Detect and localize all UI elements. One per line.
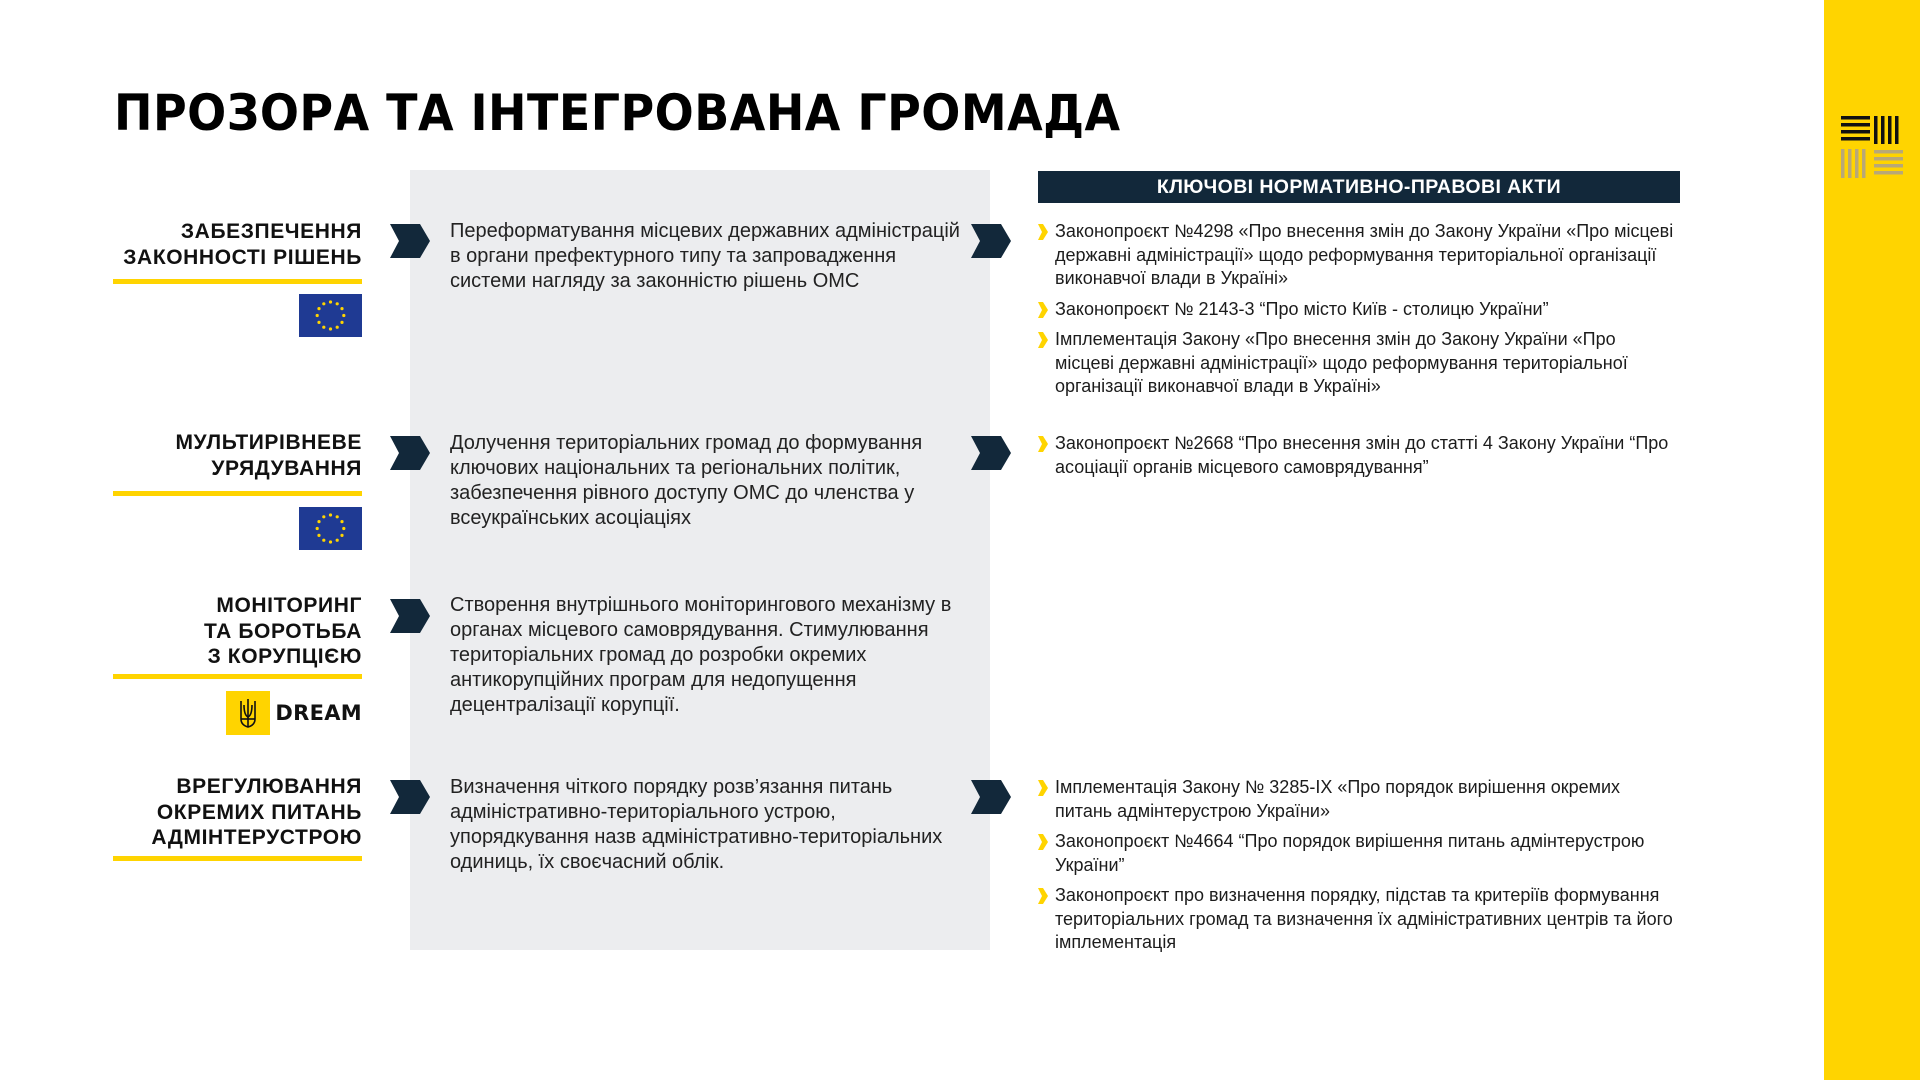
row-4-acts (1038, 776, 1678, 962)
act-item (1038, 830, 1678, 877)
eu-flag-icon (299, 507, 362, 550)
act-item (1038, 220, 1678, 291)
act-item (1038, 432, 1678, 479)
dream-logo (226, 691, 362, 735)
label-line: МОНІТОРИНГ (216, 594, 362, 617)
row-2-acts (1038, 432, 1678, 486)
row-3-underline (113, 674, 362, 679)
label-line: З КОРУПЦІЄЮ (207, 645, 362, 668)
bullet-chevron-icon (1038, 780, 1048, 796)
bullet-chevron-icon (1038, 332, 1048, 348)
page-title: ПРОЗОРА ТА ІНТЕГРОВАНА ГРОМАДА (114, 84, 1121, 142)
row-1-acts (1038, 220, 1678, 406)
label-line: ТА БОРОТЬБА (204, 619, 362, 643)
row-4-underline (113, 856, 362, 861)
bullet-chevron-icon (1038, 436, 1048, 452)
chevron-right-icon (971, 780, 1011, 814)
label-line: ОКРЕМИХ ПИТАНЬ (156, 800, 362, 824)
label-line: МУЛЬТИРІВНЕВЕ (175, 431, 362, 454)
chevron-right-icon (390, 599, 430, 633)
row-2-underline (113, 491, 362, 496)
trident-icon (226, 691, 270, 735)
act-item (1038, 776, 1678, 823)
act-text: Законопроєкт №4298 «Про внесення змін до Закону України «Про місцеві державні адміністрації» щодо реформування територіальної організації виконавчої влади в Україні» (1055, 221, 1674, 288)
bullet-chevron-icon (1038, 302, 1048, 318)
chevron-right-icon (390, 780, 430, 814)
row-4-label (151, 774, 362, 851)
row-4-description: Визначення чіткого порядку розв’язання питань адміністративно-територіального устрою, упорядкування назв адміністративно-територіальних одиниць, їх своєчасний облік. (450, 776, 943, 873)
chevron-right-icon (390, 224, 430, 258)
act-item (1038, 884, 1678, 955)
row-2-label (175, 430, 362, 481)
eu-flag-icon (299, 294, 362, 337)
act-text: Імплементація Закону «Про внесення змін до Закону України «Про місцеві державні адміністрації» щодо реформування територіальної організації виконавчої влади в Україні» (1055, 329, 1628, 396)
label-line: ВРЕГУЛЮВАННЯ (176, 775, 362, 798)
act-text: Законопроєкт №2668 “Про внесення змін до статті 4 Закону України “Про асоціації органів місцевого самоврядування” (1055, 433, 1669, 477)
row-1-description: Переформатування місцевих державних адміністрацій в органи префектурного типу та запровадження системи нагляду за законністю рішень ОМС (450, 220, 960, 292)
act-text: Законопроєкт № 2143-3 “Про місто Київ - столицю України” (1055, 298, 1549, 319)
acts-header: КЛЮЧОВІ НОРМАТИВНО-ПРАВОВІ АКТИ (1038, 171, 1680, 203)
brand-logo-icon (1841, 116, 1903, 178)
act-item (1038, 328, 1678, 399)
row-1-underline (113, 279, 362, 284)
chevron-right-icon (971, 224, 1011, 258)
row-2-description: Долучення територіальних громад до формування ключових національних та регіональних політик, забезпечення рівного доступу ОМС до членства у всеукраїнських асоціаціях (450, 432, 923, 529)
brand-sidebar (1824, 0, 1920, 1080)
act-text: Законопроєкт №4664 “Про порядок вирішення питань адмінтерустрою України” (1055, 831, 1645, 875)
row-3-description: Створення внутрішнього моніторингового механізму в органах місцевого самоврядування. Стимулювання територіальних громад до розробки окремих антикорупційних програм для недопущення децентралізації корупції. (450, 594, 952, 716)
label-line: УРЯДУВАННЯ (211, 456, 362, 480)
row-1-label (123, 219, 362, 270)
bullet-chevron-icon (1038, 224, 1048, 240)
bullet-chevron-icon (1038, 888, 1048, 904)
chevron-right-icon (390, 436, 430, 470)
act-item (1038, 298, 1678, 322)
chevron-right-icon (971, 436, 1011, 470)
dream-logo-text: DREAM (275, 701, 362, 725)
bullet-chevron-icon (1038, 834, 1048, 850)
label-line: ЗАКОННОСТІ РІШЕНЬ (123, 245, 362, 269)
act-text: Законопроєкт про визначення порядку, підстав та критеріїв формування територіальних громад та визначення їх адміністративних центрів та його імплементація (1055, 885, 1673, 952)
label-line: ЗАБЕЗПЕЧЕННЯ (180, 220, 362, 243)
row-3-label (204, 593, 362, 670)
act-text: Імплементація Закону № 3285-ІХ «Про порядок вирішення окремих питань адмінтерустрою України» (1055, 777, 1621, 821)
label-line: АДМІНТЕРУСТРОЮ (151, 826, 362, 849)
